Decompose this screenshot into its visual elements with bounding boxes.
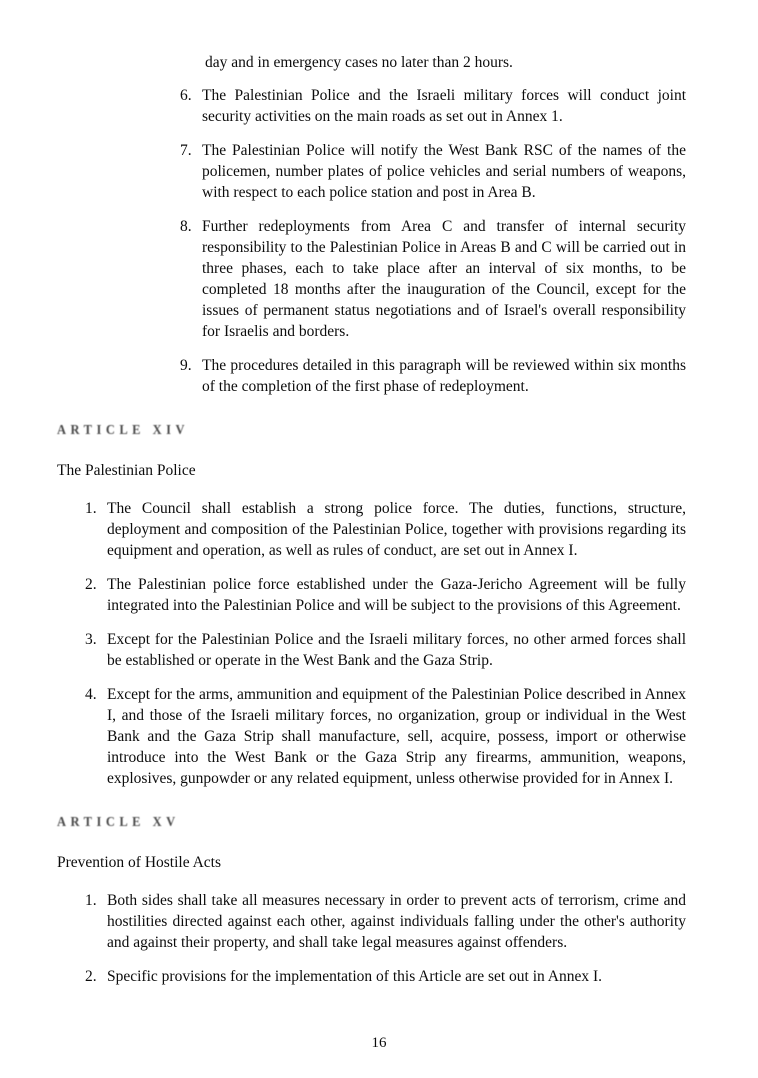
item-number: 4. — [85, 686, 97, 703]
section-title-palestinian-police: The Palestinian Police — [57, 462, 196, 479]
list-item — [85, 574, 686, 616]
item-number: 9. — [180, 357, 192, 374]
item-text: The Council shall establish a strong police force. The duties, functions, structure, deployment and composition of the Palestinian Police, together with provisions regarding its equipment and operation, as well as rules of conduct, are set out in Annex I. — [107, 500, 686, 559]
item-text: The Palestinian Police and the Israeli military forces will conduct joint security activities on the main roads as set out in Annex 1. — [202, 87, 686, 125]
list-item — [85, 629, 686, 671]
list-item — [85, 498, 686, 561]
item-number: 3. — [85, 631, 97, 648]
numbered-list-article-xiv — [57, 498, 686, 789]
item-number: 1. — [85, 892, 97, 909]
item-number: 2. — [85, 576, 97, 593]
section-title-prevention-hostile-acts: Prevention of Hostile Acts — [57, 854, 222, 871]
paragraph-continuation: day and in emergency cases no later than 2 hours. — [205, 54, 513, 71]
item-text: Further redeployments from Area C and transfer of internal security responsibility to the Palestinian Police in Areas B and C will be carried out in three phases, each to take place after an interval of six months, to be completed 18 months after the inauguration of the Council, except for the issues of permanent status negotiations and of Israel's overall responsibility for Israelis and borders. — [202, 218, 686, 340]
item-text: Except for the Palestinian Police and the Israeli military forces, no other armed forces shall be established or operate in the West Bank and the Gaza Strip. — [107, 631, 686, 669]
item-number: 1. — [85, 500, 97, 517]
item-number: 8. — [180, 218, 192, 235]
numbered-list-redeployment — [57, 85, 686, 397]
item-text: The Palestinian police force established under the Gaza-Jericho Agreement will be fully integrated into the Palestinian Police and will be subject to the provisions of this Agreement. — [107, 576, 686, 614]
item-number: 2. — [85, 968, 97, 985]
numbered-list-article-xv — [57, 890, 686, 987]
item-text: The procedures detailed in this paragraph will be reviewed within six months of the completion of the first phase of redeployment. — [202, 357, 686, 395]
item-text: Specific provisions for the implementation of this Article are set out in Annex I. — [107, 968, 603, 985]
list-item — [180, 140, 686, 203]
article-heading-xv: ARTICLE XV — [57, 814, 180, 830]
list-item — [85, 966, 686, 987]
list-item — [85, 890, 686, 953]
list-item — [180, 85, 686, 127]
list-item — [180, 216, 686, 342]
item-text: The Palestinian Police will notify the West Bank RSC of the names of the policemen, number plates of police vehicles and serial numbers of weapons, with respect to each police station and post in Area B. — [202, 142, 686, 201]
list-item — [85, 684, 686, 789]
article-heading-xiv: ARTICLE XIV — [57, 422, 190, 438]
item-number: 6. — [180, 87, 192, 104]
item-number: 7. — [180, 142, 192, 159]
page-number: 16 — [371, 1035, 387, 1051]
item-text: Except for the arms, ammunition and equipment of the Palestinian Police described in Annex I, and those of the Israeli military forces, no organization, group or individual in the West Bank and the Gaza Strip shall manufacture, sell, acquire, possess, import or otherwise introduce into the West Bank or the Gaza Strip any firearms, ammunition, weapons, explosives, gunpowder or any related equipment, unless otherwise provided for in Annex I. — [107, 686, 686, 787]
list-item — [180, 355, 686, 397]
item-text: Both sides shall take all measures necessary in order to prevent acts of terrorism, crime and hostilities directed against each other, against individuals falling under the other's authority and against their property, and shall take legal measures against offenders. — [107, 892, 686, 951]
